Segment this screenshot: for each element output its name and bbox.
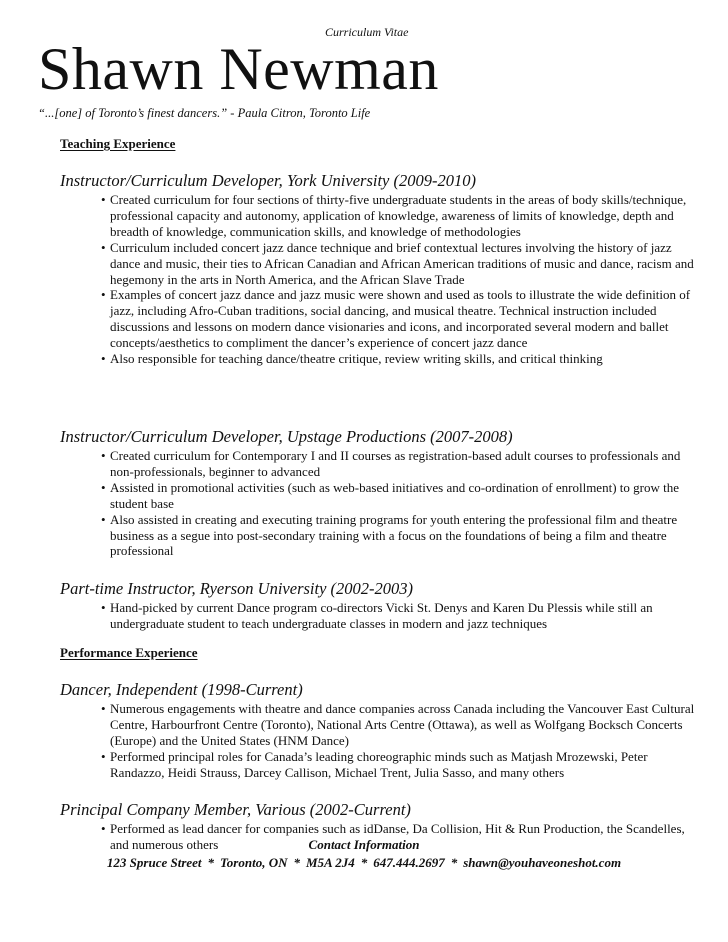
contact-heading: Contact Information <box>308 837 420 852</box>
job-title: Instructor/Curriculum Developer, York University (2009-2010) <box>60 171 476 190</box>
job-title: Part-time Instructor, Ryerson University (2002-2003) <box>60 579 414 598</box>
job-title: Dancer, Independent (1998-Current) <box>60 680 303 699</box>
list-item: • Performed principal roles for Canada’s leading choreographic minds such as Matjash Mrozewski, Peter Randazzo, Heidi Strauss, Darcey Callison, Michael Trent, Julia Sasso, and many others <box>101 748 648 780</box>
job-ryerson <box>60 579 700 632</box>
list-item: • Examples of concert jazz dance and jazz music were shown and used as tools to illustrate the wide definition of jazz, including Afro-Cuban traditions, social dancing, and musical theatre. Technical instruction included discussions and lessons on modern dance visionaries and icons, and incorporated several modern and ballet concepts/aesthetics to compliment the dancer’s experience of concert jazz dance <box>101 287 691 351</box>
bullet-list <box>60 192 700 367</box>
cv-label: Curriculum Vitae <box>325 25 409 39</box>
bullet-list <box>60 600 700 632</box>
candidate-name: Shawn Newman <box>38 36 439 102</box>
job-upstage <box>60 427 700 559</box>
separator: * <box>293 855 300 870</box>
bullet-list <box>60 701 700 781</box>
list-item: • Created curriculum for four sections of thirty-five undergraduate students in the areas of body skills/technique, professional capacity and autonomy, application of knowledge, awareness of limits of knowledge, depth and breadth of knowledge, communication skills, and knowledge of methodologies <box>101 192 687 239</box>
contact-line <box>0 855 728 871</box>
contact-city: Toronto, ON <box>220 855 288 870</box>
section-heading-teaching: Teaching Experience <box>60 136 176 151</box>
list-item: • Curriculum included concert jazz dance technique and brief contextual lectures involving the history of jazz dance and music, their ties to African Canadian and African American traditions of music and dance, racism and hegemony in the arts in North America, and the African Slave Trade <box>101 239 694 287</box>
bullet-list <box>60 448 700 559</box>
list-item: • Performed as lead dancer for companies such as idDanse, Da Collision, Hit & Run Production, the Scandelles, and numerous others <box>101 821 685 852</box>
separator: * <box>207 855 215 870</box>
contact-phone: 647.444.2697 <box>373 855 445 870</box>
job-title: Instructor/Curriculum Developer, Upstage Productions (2007-2008) <box>60 427 513 446</box>
job-york <box>60 171 700 367</box>
press-quote: “...[one] of Toronto’s finest dancers.” - Paula Citron, Toronto Life <box>38 106 371 120</box>
list-item: • Hand-picked by current Dance program co-directors Vicki St. Denys and Karen Du Plessis while still an undergraduate student to teach undergraduate classes in modern and jazz techniques <box>101 600 653 631</box>
contact-postal: M5A 2J4 <box>305 855 355 870</box>
list-item: • Numerous engagements with theatre and dance companies across Canada including the Vancouver East Cultural Centre, Harbourfront Centre (Toronto), National Arts Centre (Ottawa), as well as Wolfgang Bocksch Concerts (Europe) and the United States (HNM Dance) <box>101 701 695 748</box>
list-item: • Assisted in promotional activities (such as web-based initiatives and co-ordination of enrollment) to grow the student base <box>101 479 679 511</box>
contact-email-link[interactable]: shawn@youhaveoneshot.com <box>463 855 622 870</box>
job-dancer-independent <box>60 680 700 781</box>
separator: * <box>360 855 368 870</box>
job-title: Principal Company Member, Various (2002-Current) <box>60 800 411 819</box>
separator: * <box>450 855 458 870</box>
contact-address: 123 Spruce Street <box>106 855 202 870</box>
list-item: • Also responsible for teaching dance/theatre critique, review writing skills, and critical thinking <box>101 351 603 367</box>
section-heading-performance: Performance Experience <box>60 645 198 660</box>
list-item: • Created curriculum for Contemporary I and II courses as registration-based adult courses to professionals and non-professionals, beginner to advanced <box>101 448 681 479</box>
list-item: • Also assisted in creating and executing training programs for youth entering the professional film and theatre business as a segue into post-secondary training with a focus on the foundations of being a film and theatre professional <box>101 511 678 559</box>
